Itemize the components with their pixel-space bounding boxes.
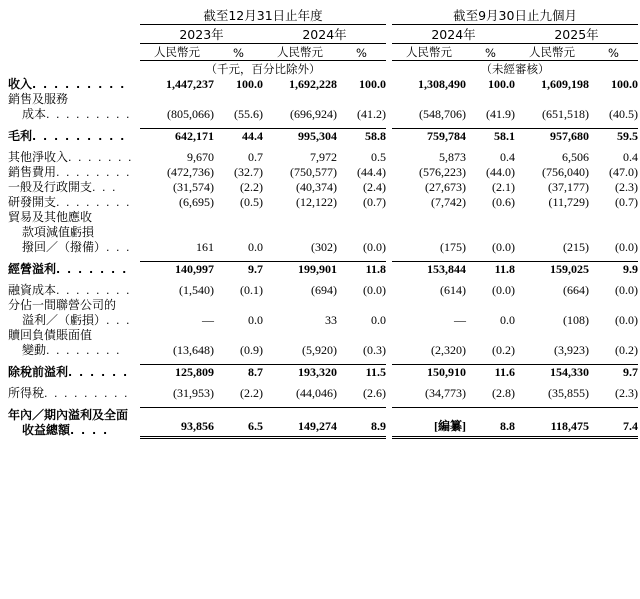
table-row [8, 180, 638, 195]
value-percent: 58.1 [466, 129, 515, 145]
table-row [8, 328, 638, 358]
header-currency-row [8, 44, 638, 61]
value-amount: (108) [563, 313, 589, 327]
value-amount: 5,873 [439, 150, 466, 164]
value-percent: (2.8) [492, 386, 515, 400]
value-amount: (805,066) [167, 107, 214, 121]
value-percent: (2.6) [363, 386, 386, 400]
value-amount: [編纂] [392, 408, 466, 438]
header-currency-3: 人民幣元 [392, 44, 466, 61]
value-percent: (2.4) [363, 180, 386, 194]
value-percent: (0.2) [492, 343, 515, 357]
value-amount: (5,920) [302, 343, 337, 357]
value-percent: (0.0) [615, 313, 639, 327]
header-year-2023: 2023年 [140, 25, 263, 44]
value-percent: (0.7) [363, 195, 386, 209]
value-percent: (0.0) [363, 240, 386, 254]
value-amount: (3,923) [554, 343, 589, 357]
value-amount: (35,855) [548, 386, 589, 400]
value-amount: (12,122) [296, 195, 337, 209]
value-amount: 1,692,228 [289, 77, 337, 91]
value-percent: 44.4 [214, 129, 263, 145]
value-amount: 159,025 [515, 262, 589, 278]
row-label: 毛利. . . . . . . . . [8, 129, 126, 143]
value-amount: (651,518) [542, 107, 589, 121]
value-amount: 154,330 [515, 365, 589, 381]
table-row [8, 365, 638, 381]
value-amount: (175) [440, 240, 466, 254]
row-label: 經營溢利. . . . . . . [8, 262, 128, 276]
value-percent: 59.5 [589, 129, 638, 145]
value-percent: 11.8 [337, 262, 386, 278]
value-percent: (2.2) [240, 386, 263, 400]
header-currency-4: 人民幣元 [515, 44, 589, 61]
unit-note: （千元，百分比除外） [205, 62, 321, 76]
value-percent: 9.7 [589, 365, 638, 381]
value-percent: 8.9 [337, 408, 386, 438]
value-amount: (756,040) [542, 165, 589, 179]
value-percent: 9.9 [589, 262, 638, 278]
value-percent: (0.3) [363, 343, 386, 357]
value-percent: 100.0 [359, 77, 386, 91]
value-percent: 0.0 [500, 313, 515, 327]
value-amount: (576,223) [419, 165, 466, 179]
value-percent: (0.0) [615, 240, 639, 254]
value-percent: 0.7 [248, 150, 263, 164]
value-amount: (302) [311, 240, 337, 254]
value-amount: 161 [196, 240, 214, 254]
value-percent: (0.9) [240, 343, 263, 357]
value-amount: 125,809 [140, 365, 214, 381]
table-row [8, 150, 638, 165]
value-amount: 33 [325, 313, 337, 327]
row-label: 除稅前溢利. . . . . . [8, 365, 129, 379]
value-amount: (27,673) [425, 180, 466, 194]
row-label: 貿易及其他應收 款項減值虧損 撥回／（撥備）. . . [8, 210, 131, 254]
value-amount: 9,670 [187, 150, 214, 164]
row-label: 一般及行政開支. . . [8, 180, 117, 194]
table-row [8, 298, 638, 328]
value-percent: (47.0) [609, 165, 639, 179]
table-row [8, 77, 638, 92]
value-amount: 193,320 [263, 365, 337, 381]
row-label: 收入. . . . . . . . . [8, 77, 126, 91]
value-percent: (32.7) [234, 165, 263, 179]
table-row [8, 210, 638, 255]
value-amount: (2,320) [431, 343, 466, 357]
value-percent: 100.0 [488, 77, 515, 91]
header-group-interim: 截至9月30日止九個月 [392, 6, 638, 25]
value-percent: (0.1) [240, 283, 263, 297]
value-amount: — [202, 313, 214, 327]
value-percent: 0.4 [623, 150, 639, 164]
value-amount: 149,274 [263, 408, 337, 438]
value-percent: 0.4 [500, 150, 515, 164]
value-percent: (44.0) [486, 165, 515, 179]
value-amount: (694) [311, 283, 337, 297]
value-amount: 7,972 [310, 150, 337, 164]
value-amount: 199,901 [263, 262, 337, 278]
value-amount: 140,997 [140, 262, 214, 278]
header-year-2024-interim: 2024年 [392, 25, 515, 44]
value-percent: 9.7 [214, 262, 263, 278]
value-amount: 118,475 [515, 408, 589, 438]
value-percent: (0.0) [492, 283, 515, 297]
value-amount: (750,577) [290, 165, 337, 179]
value-amount: 1,308,490 [418, 77, 466, 91]
value-percent: (0.0) [492, 240, 515, 254]
value-amount: 6,506 [562, 150, 589, 164]
header-group-annual: 截至12月31日止年度 [140, 6, 386, 25]
value-percent: 0.0 [371, 313, 386, 327]
row-label: 分佔一間聯營公司的 溢利／（虧損）. . . [8, 298, 131, 327]
table-row [8, 283, 638, 298]
value-amount: (472,736) [167, 165, 214, 179]
value-amount: (215) [563, 240, 589, 254]
value-percent: 0.0 [248, 313, 263, 327]
value-percent: (41.2) [357, 107, 386, 121]
value-amount: (696,924) [290, 107, 337, 121]
row-label: 銷售及服務 成本. . . . . . . . . [8, 92, 131, 121]
value-percent: (0.2) [615, 343, 639, 357]
table-row [8, 195, 638, 210]
value-amount: (44,046) [296, 386, 337, 400]
value-percent: 58.8 [337, 129, 386, 145]
value-amount: (7,742) [431, 195, 466, 209]
value-percent: 7.4 [589, 408, 638, 438]
value-percent: (44.4) [357, 165, 386, 179]
row-label: 銷售費用. . . . . . . . [8, 165, 131, 179]
header-currency-2: 人民幣元 [263, 44, 337, 61]
audit-note: （未經審核） [480, 62, 550, 76]
value-percent: (40.5) [609, 107, 639, 121]
value-percent: (2.2) [240, 180, 263, 194]
value-percent: 0.0 [248, 240, 263, 254]
value-amount: (34,773) [425, 386, 466, 400]
value-amount: (1,540) [179, 283, 214, 297]
value-percent: 11.8 [466, 262, 515, 278]
value-amount: (548,706) [419, 107, 466, 121]
value-amount: (614) [440, 283, 466, 297]
table-row [8, 262, 638, 278]
value-percent: 8.8 [466, 408, 515, 438]
header-currency-1: 人民幣元 [140, 44, 214, 61]
value-amount: 759,784 [392, 129, 466, 145]
value-amount: 150,910 [392, 365, 466, 381]
header-year-2025-interim: 2025年 [515, 25, 638, 44]
value-percent: (2.3) [615, 386, 639, 400]
value-amount: — [454, 313, 466, 327]
row-label: 年內／期內溢利及全面 收益總額. . . . [8, 407, 129, 437]
value-percent: (2.1) [492, 180, 515, 194]
row-label: 研發開支. . . . . . . . [8, 195, 131, 209]
header-year-2024: 2024年 [263, 25, 386, 44]
header-year-row [8, 25, 638, 44]
value-amount: (40,374) [296, 180, 337, 194]
header-pct-1: % [214, 44, 263, 61]
header-group-row [8, 6, 638, 25]
table-row [8, 386, 638, 401]
value-amount: (13,648) [173, 343, 214, 357]
table-row [8, 129, 638, 145]
value-percent: 11.6 [466, 365, 515, 381]
value-percent: (2.3) [615, 180, 639, 194]
value-amount: (664) [563, 283, 589, 297]
value-percent: 8.7 [214, 365, 263, 381]
value-amount: (37,177) [548, 180, 589, 194]
header-pct-2: % [337, 44, 386, 61]
value-percent: (0.5) [240, 195, 263, 209]
header-pct-3: % [466, 44, 515, 61]
table-row [8, 165, 638, 180]
value-percent: 11.5 [337, 365, 386, 381]
value-percent: (0.6) [492, 195, 515, 209]
value-percent: (0.0) [615, 283, 639, 297]
value-percent: 6.5 [214, 408, 263, 438]
row-label: 所得稅. . . . . . . . . [8, 386, 129, 400]
row-spacer [8, 438, 638, 446]
value-percent: 100.0 [611, 77, 639, 91]
value-amount: (31,953) [173, 386, 214, 400]
value-percent: 0.5 [371, 150, 386, 164]
value-percent: (55.6) [234, 107, 263, 121]
value-amount: (31,574) [173, 180, 214, 194]
header-note-row [8, 61, 638, 78]
row-label: 贖回負債賬面值 變動. . . . . . . . [8, 328, 121, 357]
table-header [8, 6, 638, 77]
value-percent: (0.0) [363, 283, 386, 297]
value-amount: 642,171 [140, 129, 214, 145]
table-body [8, 77, 638, 445]
value-amount: 995,304 [263, 129, 337, 145]
value-amount: 1,447,237 [166, 77, 214, 91]
value-amount: 1,609,198 [541, 77, 589, 91]
value-amount: 153,844 [392, 262, 466, 278]
value-percent: (41.9) [486, 107, 515, 121]
table-row [8, 408, 638, 438]
row-label: 其他淨收入. . . . . . . [8, 150, 133, 164]
table-row [8, 92, 638, 122]
header-pct-4: % [589, 44, 638, 61]
value-percent: 100.0 [236, 77, 263, 91]
value-amount: (6,695) [179, 195, 214, 209]
value-amount: 93,856 [140, 408, 214, 438]
value-amount: 957,680 [515, 129, 589, 145]
row-label: 融資成本. . . . . . . . [8, 283, 131, 297]
value-percent: (0.7) [615, 195, 639, 209]
value-amount: (11,729) [548, 195, 589, 209]
income-statement-table [8, 6, 638, 445]
